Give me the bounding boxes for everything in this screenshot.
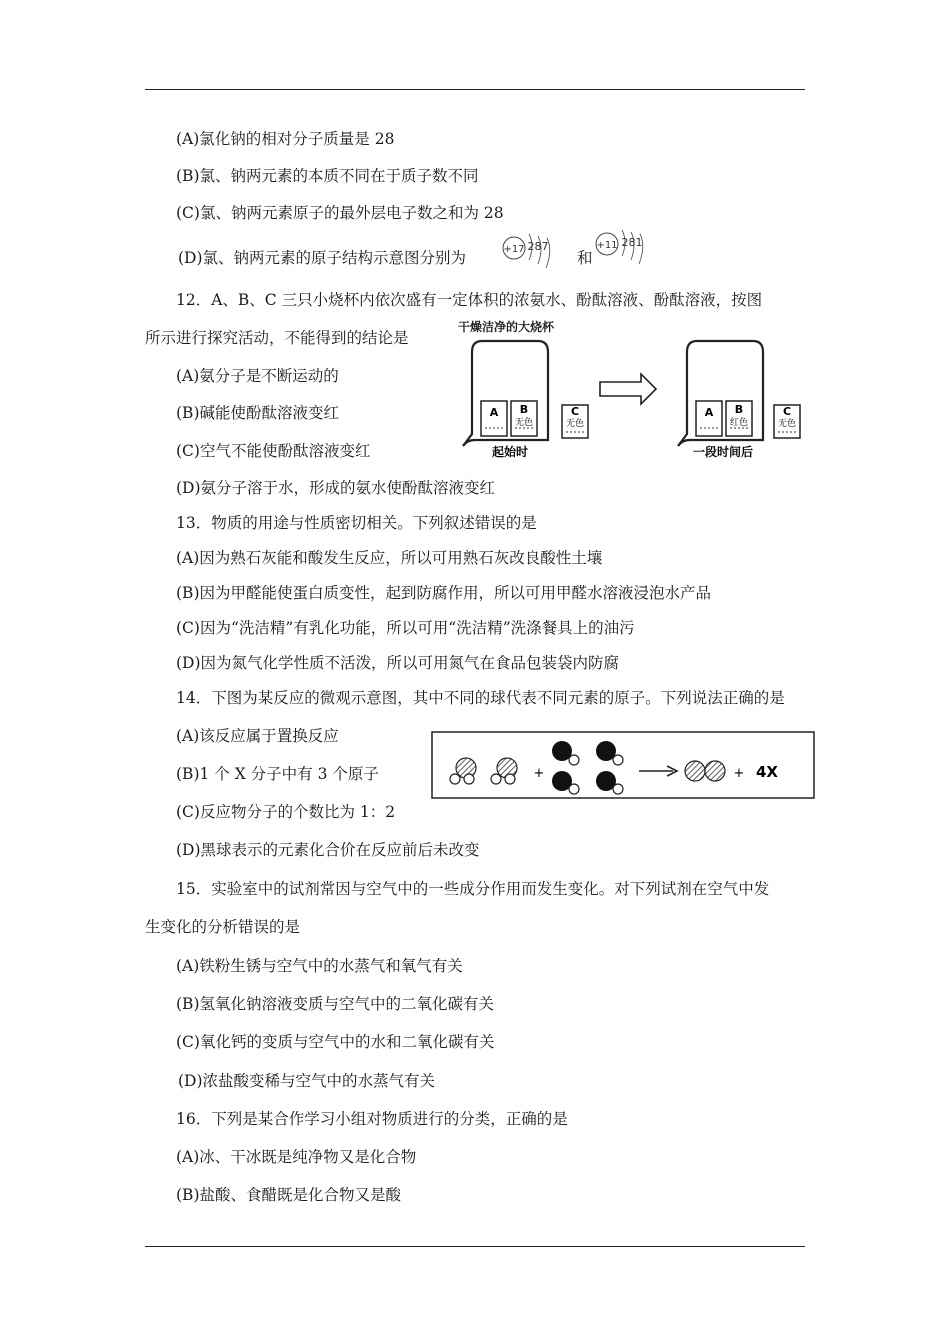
after-label-b: B: [734, 403, 744, 416]
q13-option-b: (B)因为甲醛能使蛋白质变性，起到防腐作用，所以可用甲醛水溶液浸泡水产品: [176, 584, 711, 602]
q15-option-d: (D)浓盐酸变稀与空气中的水蒸气有关: [178, 1072, 436, 1090]
q16-option-a: (A)冰、干冰既是纯净物又是化合物: [176, 1148, 417, 1166]
chlorine-atom-diagram: [498, 228, 564, 276]
q15-option-a: (A)铁粉生锈与空气中的水蒸气和氧气有关: [176, 957, 463, 975]
q11-option-a: (A)氯化钠的相对分子质量是 28: [176, 130, 395, 148]
footer-rule: [145, 1246, 805, 1247]
q12-option-a: (A)氨分子是不断运动的: [176, 367, 339, 385]
reaction-micro-diagram: [431, 731, 815, 801]
na-shells: 281: [621, 236, 643, 249]
q11-option-c: (C)氯、钠两元素原子的最外层电子数之和为 28: [176, 204, 504, 222]
q12-option-c: (C)空气不能使酚酞溶液变红: [176, 442, 371, 460]
q14-stem: 14．下图为某反应的微观示意图，其中不同的球代表不同元素的原子。下列说法正确的是: [176, 689, 785, 707]
after-b-color: 红色: [729, 418, 749, 428]
after-caption: 一段时间后: [692, 445, 754, 459]
q12-option-b: (B)碱能使酚酞溶液变红: [176, 404, 339, 422]
q15-stem-line2: 生变化的分析错误的是: [145, 918, 301, 936]
q15-option-c: (C)氧化钙的变质与空气中的水和二氧化碳有关: [176, 1033, 495, 1051]
after-label-a: A: [704, 406, 714, 419]
start-b-color: 无色: [514, 418, 534, 428]
cl-shells: 287: [527, 240, 549, 253]
q14-option-c: (C)反应物分子的个数比为 1：2: [176, 803, 396, 821]
sodium-atom-diagram: [592, 226, 658, 272]
q12-stem-line2: 所示进行探究活动，不能得到的结论是: [145, 329, 409, 347]
after-label-c: C: [782, 405, 792, 418]
q16-stem: 16．下列是某合作学习小组对物质进行的分类，正确的是: [176, 1110, 568, 1128]
q15-stem-line1: 15．实验室中的试剂常因与空气中的一些成分作用而发生变化。对下列试剂在空气中发: [176, 880, 770, 898]
reaction-plus-1: +: [533, 766, 545, 781]
start-label-a: A: [489, 406, 499, 419]
q12-option-d: (D)氨分子溶于水，形成的氨水使酚酞溶液变红: [176, 479, 496, 497]
q14-option-a: (A)该反应属于置换反应: [176, 727, 339, 745]
cl-nucleus-charge: +17: [503, 244, 525, 255]
q13-option-d: (D)因为氮气化学性质不活泼，所以可用氮气在食品包装袋内防腐: [176, 654, 620, 672]
header-rule: [145, 89, 805, 90]
big-beaker-label: 干燥洁净的大烧杯: [458, 320, 555, 334]
q11-and: 和: [577, 249, 593, 267]
q12-stem-line1: 12．A、B、C 三只小烧杯内依次盛有一定体积的浓氨水、酚酞溶液、酚酞溶液，按图: [176, 291, 763, 309]
q13-option-a: (A)因为熟石灰能和酸发生反应，所以可用熟石灰改良酸性土壤: [176, 549, 603, 567]
start-label-b: B: [519, 403, 529, 416]
start-c-color: 无色: [565, 419, 585, 429]
start-label-c: C: [570, 405, 580, 418]
reaction-plus-2: +: [733, 766, 745, 781]
q15-option-b: (B)氢氧化钠溶液变质与空气中的二氧化碳有关: [176, 995, 494, 1013]
q11-option-d: (D)氯、钠两元素的原子结构示意图分别为: [178, 249, 467, 267]
na-nucleus-charge: +11: [596, 240, 618, 251]
q13-option-c: (C)因为“洗洁精”有乳化功能，所以可用“洗洁精”洗涤餐具上的油污: [176, 619, 635, 637]
reaction-product-x: 4X: [755, 763, 779, 781]
q14-option-b: (B)1 个 X 分子中有 3 个原子: [176, 765, 379, 783]
ammonia-diffusion-figure: [455, 312, 815, 464]
q14-option-d: (D)黑球表示的元素化合价在反应前后未改变: [176, 841, 480, 859]
q11-option-b: (B)氯、钠两元素的本质不同在于质子数不同: [176, 167, 479, 185]
after-c-color: 无色: [777, 419, 797, 429]
q16-option-b: (B)盐酸、食醋既是化合物又是酸: [176, 1186, 401, 1204]
start-caption: 起始时: [491, 445, 529, 459]
q13-stem: 13．物质的用途与性质密切相关。下列叙述错误的是: [176, 514, 537, 532]
